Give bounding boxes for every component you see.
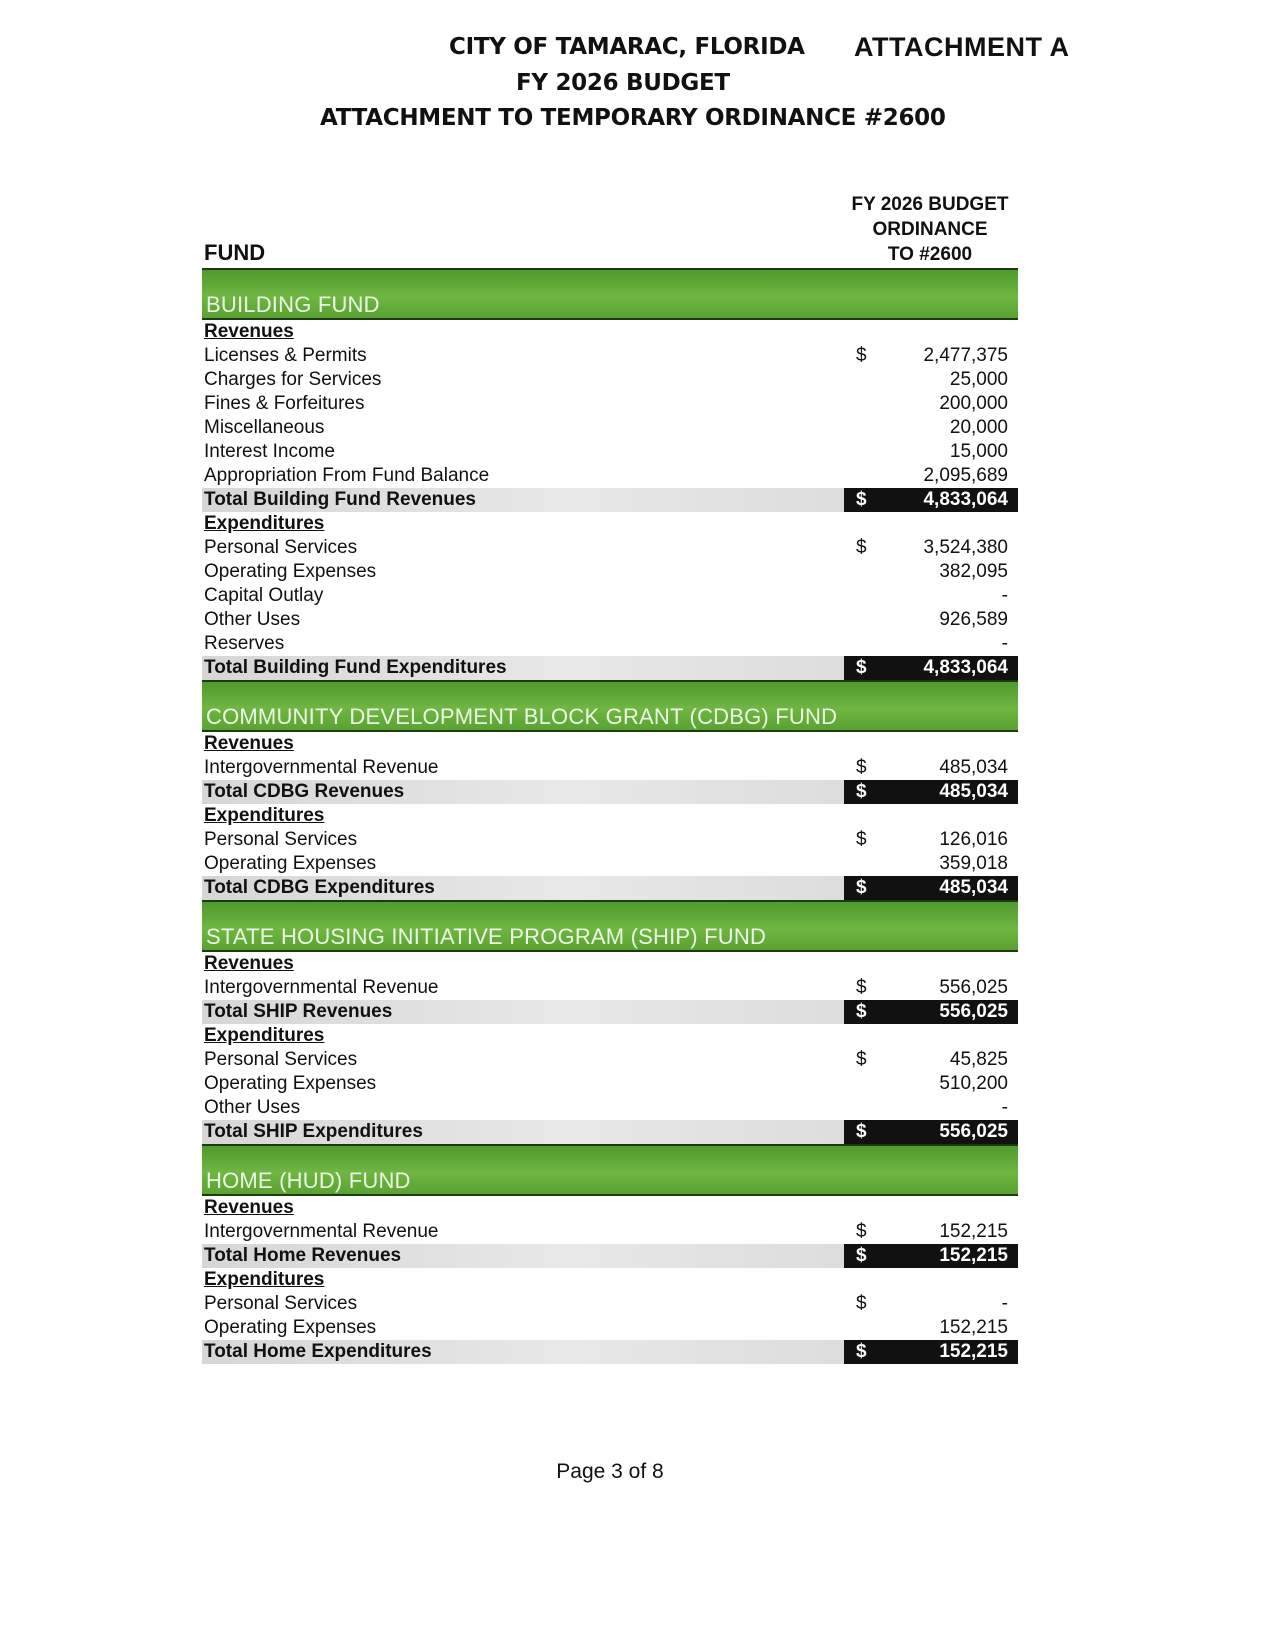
line-item-label: Other Uses (204, 609, 301, 630)
dollar-sign: $ (856, 489, 867, 510)
revenue-row (202, 368, 1018, 392)
line-item-label: Other Uses (204, 1097, 301, 1118)
line-item-label: Personal Services (204, 537, 358, 558)
dollar-sign: $ (856, 757, 867, 778)
line-item-amount: 359,018 (939, 853, 1008, 874)
column-header-line: TO #2600 (887, 244, 973, 265)
dollar-sign: $ (856, 1121, 867, 1142)
expenditures-heading: Expenditures (204, 1269, 325, 1290)
total-revenues-row (202, 488, 1018, 512)
line-item-label: Capital Outlay (204, 585, 324, 606)
expenditure-row (202, 560, 1018, 584)
revenues-heading: Revenues (204, 321, 294, 342)
revenue-row (202, 392, 1018, 416)
total-expenditures-row (202, 876, 1018, 900)
line-item-label: Personal Services (204, 829, 358, 850)
revenue-row (202, 756, 1018, 780)
line-item-label: Reserves (204, 633, 285, 654)
line-item-label: Intergovernmental Revenue (204, 977, 439, 998)
line-item-label: Personal Services (204, 1293, 358, 1314)
total-revenues-row (202, 1244, 1018, 1268)
total-amount-box (844, 1120, 1018, 1144)
dollar-sign: $ (856, 1293, 867, 1314)
fund-name: BUILDING FUND (206, 292, 380, 317)
total-amount: 152,215 (939, 1341, 1008, 1362)
line-item-amount: 382,095 (939, 561, 1008, 582)
line-item-label: Appropriation From Fund Balance (204, 465, 490, 486)
dollar-sign: $ (856, 977, 867, 998)
total-amount-box (844, 1000, 1018, 1024)
fund-header-bar (202, 1144, 1018, 1196)
expenditures-heading: Expenditures (204, 805, 325, 826)
total-amount: 556,025 (939, 1121, 1008, 1142)
budget-column-header (830, 192, 1030, 267)
column-header-line: ORDINANCE (872, 219, 988, 240)
line-item-amount: 485,034 (939, 757, 1008, 778)
line-item-amount: 2,477,375 (923, 345, 1008, 366)
total-label: Total SHIP Revenues (204, 1001, 393, 1022)
expenditure-row (202, 536, 1018, 560)
line-item-amount: - (1001, 1293, 1008, 1314)
expenditure-row (202, 1292, 1018, 1316)
line-item-amount: - (1001, 633, 1008, 654)
total-label: Total Home Revenues (204, 1245, 402, 1266)
expenditure-row (202, 584, 1018, 608)
fund-section (202, 900, 1018, 1144)
dollar-sign: $ (856, 1341, 867, 1362)
dollar-sign: $ (856, 345, 867, 366)
total-amount-box (844, 1340, 1018, 1364)
revenue-row (202, 344, 1018, 368)
attachment-label: ATTACHMENT A (854, 32, 1070, 62)
line-item-label: Personal Services (204, 1049, 358, 1070)
line-item-label: Operating Expenses (204, 1317, 377, 1338)
expenditure-row (202, 632, 1018, 656)
page-number: Page 3 of 8 (556, 1460, 664, 1483)
line-item-label: Operating Expenses (204, 1073, 377, 1094)
line-item-amount: 926,589 (939, 609, 1008, 630)
total-amount: 4,833,064 (923, 489, 1008, 510)
expenditure-row (202, 1048, 1018, 1072)
total-amount: 485,034 (939, 877, 1008, 898)
total-amount-box (844, 1244, 1018, 1268)
total-amount: 4,833,064 (923, 657, 1008, 678)
total-amount-box (844, 780, 1018, 804)
total-amount-box (844, 876, 1018, 900)
fund-header-bar (202, 268, 1018, 320)
line-item-amount: 556,025 (939, 977, 1008, 998)
expenditure-row (202, 1072, 1018, 1096)
revenues-heading: Revenues (204, 1197, 294, 1218)
total-revenues-row (202, 1000, 1018, 1024)
fund-section (202, 680, 1018, 900)
total-label: Total CDBG Expenditures (204, 877, 435, 898)
expenditures-heading: Expenditures (204, 513, 325, 534)
revenue-row (202, 976, 1018, 1000)
line-item-label: Fines & Forfeitures (204, 393, 365, 414)
expenditure-row (202, 852, 1018, 876)
line-item-label: Charges for Services (204, 369, 382, 390)
line-item-label: Licenses & Permits (204, 345, 367, 366)
fund-name: STATE HOUSING INITIATIVE PROGRAM (SHIP) FUND (206, 924, 767, 949)
expenditure-row (202, 1316, 1018, 1340)
dollar-sign: $ (856, 829, 867, 850)
budget-year-title: FY 2026 BUDGET (516, 70, 730, 96)
total-amount-box (844, 656, 1018, 680)
line-item-amount: 510,200 (939, 1073, 1008, 1094)
line-item-amount: 25,000 (949, 369, 1008, 390)
dollar-sign: $ (856, 1049, 867, 1070)
revenue-row (202, 1220, 1018, 1244)
fund-section (202, 1144, 1018, 1364)
total-expenditures-row (202, 656, 1018, 680)
line-item-label: Miscellaneous (204, 417, 325, 438)
revenue-row (202, 416, 1018, 440)
dollar-sign: $ (856, 537, 867, 558)
fund-header-bar (202, 680, 1018, 732)
dollar-sign: $ (856, 877, 867, 898)
document-title: CITY OF TAMARAC, FLORIDA (449, 34, 805, 60)
budget-table (202, 268, 1018, 1364)
total-label: Total Building Fund Expenditures (204, 657, 507, 678)
fund-name: COMMUNITY DEVELOPMENT BLOCK GRANT (CDBG) FUND (206, 704, 838, 729)
total-amount: 152,215 (939, 1245, 1008, 1266)
line-item-label: Intergovernmental Revenue (204, 1221, 439, 1242)
line-item-label: Intergovernmental Revenue (204, 757, 439, 778)
total-label: Total Building Fund Revenues (204, 489, 476, 510)
line-item-amount: - (1001, 1097, 1008, 1118)
line-item-label: Operating Expenses (204, 561, 377, 582)
fund-name: HOME (HUD) FUND (206, 1168, 411, 1193)
dollar-sign: $ (856, 657, 867, 678)
fund-column-header: FUND (204, 240, 266, 265)
total-revenues-row (202, 780, 1018, 804)
line-item-amount: 152,215 (939, 1317, 1008, 1338)
total-expenditures-row (202, 1340, 1018, 1364)
expenditures-heading: Expenditures (204, 1025, 325, 1046)
line-item-amount: 20,000 (949, 417, 1008, 438)
line-item-amount: 152,215 (939, 1221, 1008, 1242)
total-amount: 485,034 (939, 781, 1008, 802)
total-label: Total CDBG Revenues (204, 781, 405, 802)
revenues-heading: Revenues (204, 953, 294, 974)
dollar-sign: $ (856, 1001, 867, 1022)
revenue-row (202, 440, 1018, 464)
dollar-sign: $ (856, 781, 867, 802)
line-item-amount: 126,016 (939, 829, 1008, 850)
line-item-amount: 45,825 (949, 1049, 1008, 1070)
total-label: Total SHIP Expenditures (204, 1121, 423, 1142)
line-item-label: Operating Expenses (204, 853, 377, 874)
line-item-label: Interest Income (204, 441, 335, 462)
line-item-amount: 3,524,380 (923, 537, 1008, 558)
total-expenditures-row (202, 1120, 1018, 1144)
fund-section (202, 268, 1018, 680)
line-item-amount: 200,000 (939, 393, 1008, 414)
expenditure-row (202, 608, 1018, 632)
total-amount-box (844, 488, 1018, 512)
expenditure-row (202, 1096, 1018, 1120)
revenue-row (202, 464, 1018, 488)
total-amount: 556,025 (939, 1001, 1008, 1022)
fund-header-bar (202, 900, 1018, 952)
dollar-sign: $ (856, 1221, 867, 1242)
revenues-heading: Revenues (204, 733, 294, 754)
total-label: Total Home Expenditures (204, 1341, 432, 1362)
dollar-sign: $ (856, 1245, 867, 1266)
ordinance-title: ATTACHMENT TO TEMPORARY ORDINANCE #2600 (320, 105, 946, 131)
line-item-amount: 15,000 (949, 441, 1008, 462)
column-header-line: FY 2026 BUDGET (851, 194, 1009, 215)
line-item-amount: - (1001, 585, 1008, 606)
line-item-amount: 2,095,689 (923, 465, 1008, 486)
expenditure-row (202, 828, 1018, 852)
